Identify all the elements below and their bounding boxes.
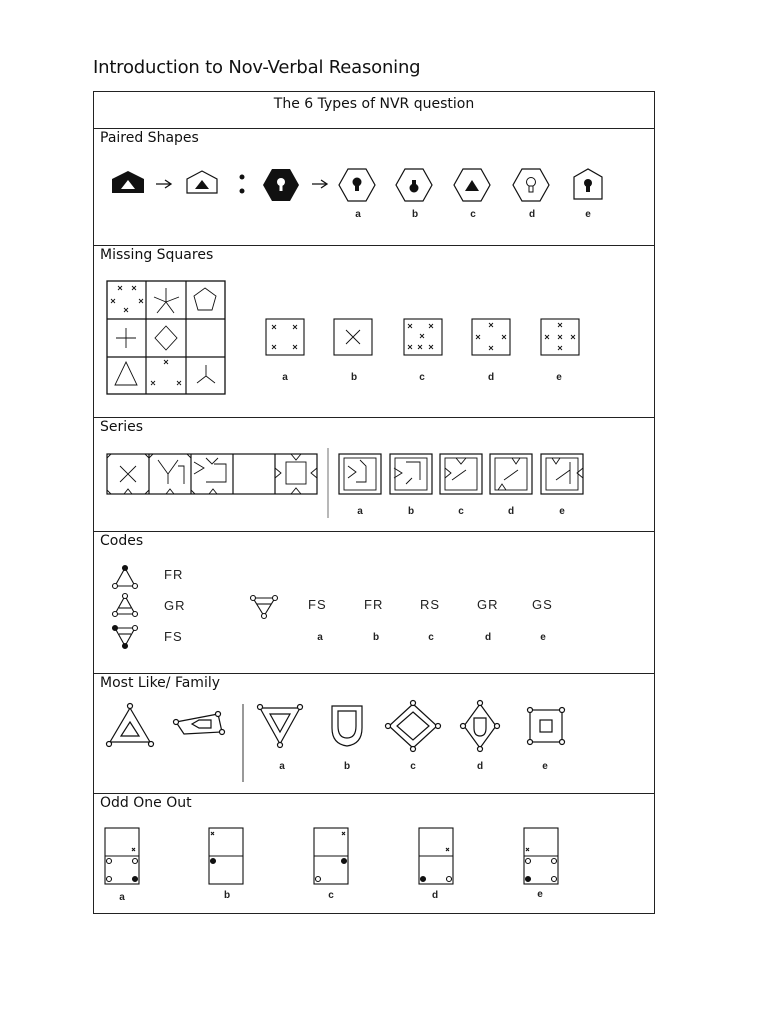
section-paired-shapes [94, 129, 654, 246]
option-label: c [419, 372, 425, 383]
option-label: e [585, 209, 591, 220]
missing-squares-figure [94, 246, 654, 418]
option-label: b [411, 209, 419, 220]
code-label: GR [164, 598, 186, 613]
series-figure [94, 418, 654, 532]
option-label: b [223, 890, 231, 901]
code-answer: FS [308, 597, 327, 612]
option-label: a [357, 506, 363, 517]
section-odd-one-out [94, 794, 654, 913]
nvr-types-table [93, 91, 655, 914]
option-label: d [528, 209, 536, 220]
section-most-like-family [94, 674, 654, 794]
table-header-text: The 6 Types of NVR question [273, 96, 475, 112]
option-label: d [431, 890, 439, 901]
option-label: d [507, 506, 515, 517]
section-codes [94, 532, 654, 674]
code-label: FR [164, 567, 184, 582]
code-label: FS [164, 629, 183, 644]
code-answer: RS [420, 597, 441, 612]
option-label: e [559, 506, 565, 517]
section-title: Paired Shapes [100, 130, 199, 146]
option-label: c [328, 890, 334, 901]
code-answer: GR [477, 597, 499, 612]
option-label: b [372, 632, 380, 643]
option-label: b [350, 372, 358, 383]
section-title: Odd One Out [100, 795, 192, 811]
option-label: a [279, 761, 285, 772]
option-label: e [537, 889, 543, 900]
option-label: b [343, 761, 351, 772]
section-title: Most Like/ Family [100, 675, 221, 691]
option-label: c [458, 506, 464, 517]
section-missing-squares [94, 246, 654, 418]
option-label: d [476, 761, 484, 772]
section-title: Codes [100, 533, 144, 549]
option-label: a [282, 372, 288, 383]
section-series [94, 418, 654, 532]
paired-shapes-figure [94, 129, 654, 246]
option-label: c [470, 209, 476, 220]
option-label: e [556, 372, 562, 383]
table-header-row [94, 92, 654, 129]
page-title: Introduction to Nov-Verbal Reasoning [93, 57, 421, 78]
codes-figure [94, 532, 654, 674]
code-answer: FR [364, 597, 384, 612]
section-title: Missing Squares [100, 247, 214, 263]
option-label: d [484, 632, 492, 643]
option-label: a [317, 632, 323, 643]
option-label: b [407, 506, 415, 517]
option-label: d [487, 372, 495, 383]
option-label: e [540, 632, 546, 643]
option-label: c [428, 632, 434, 643]
section-title: Series [100, 419, 144, 435]
most-like-figure [94, 674, 654, 794]
option-label: e [542, 761, 548, 772]
odd-one-out-figure [94, 794, 654, 913]
code-answer: GS [532, 597, 553, 612]
option-label: c [410, 761, 416, 772]
option-label: a [119, 892, 125, 903]
option-label: a [355, 209, 361, 220]
